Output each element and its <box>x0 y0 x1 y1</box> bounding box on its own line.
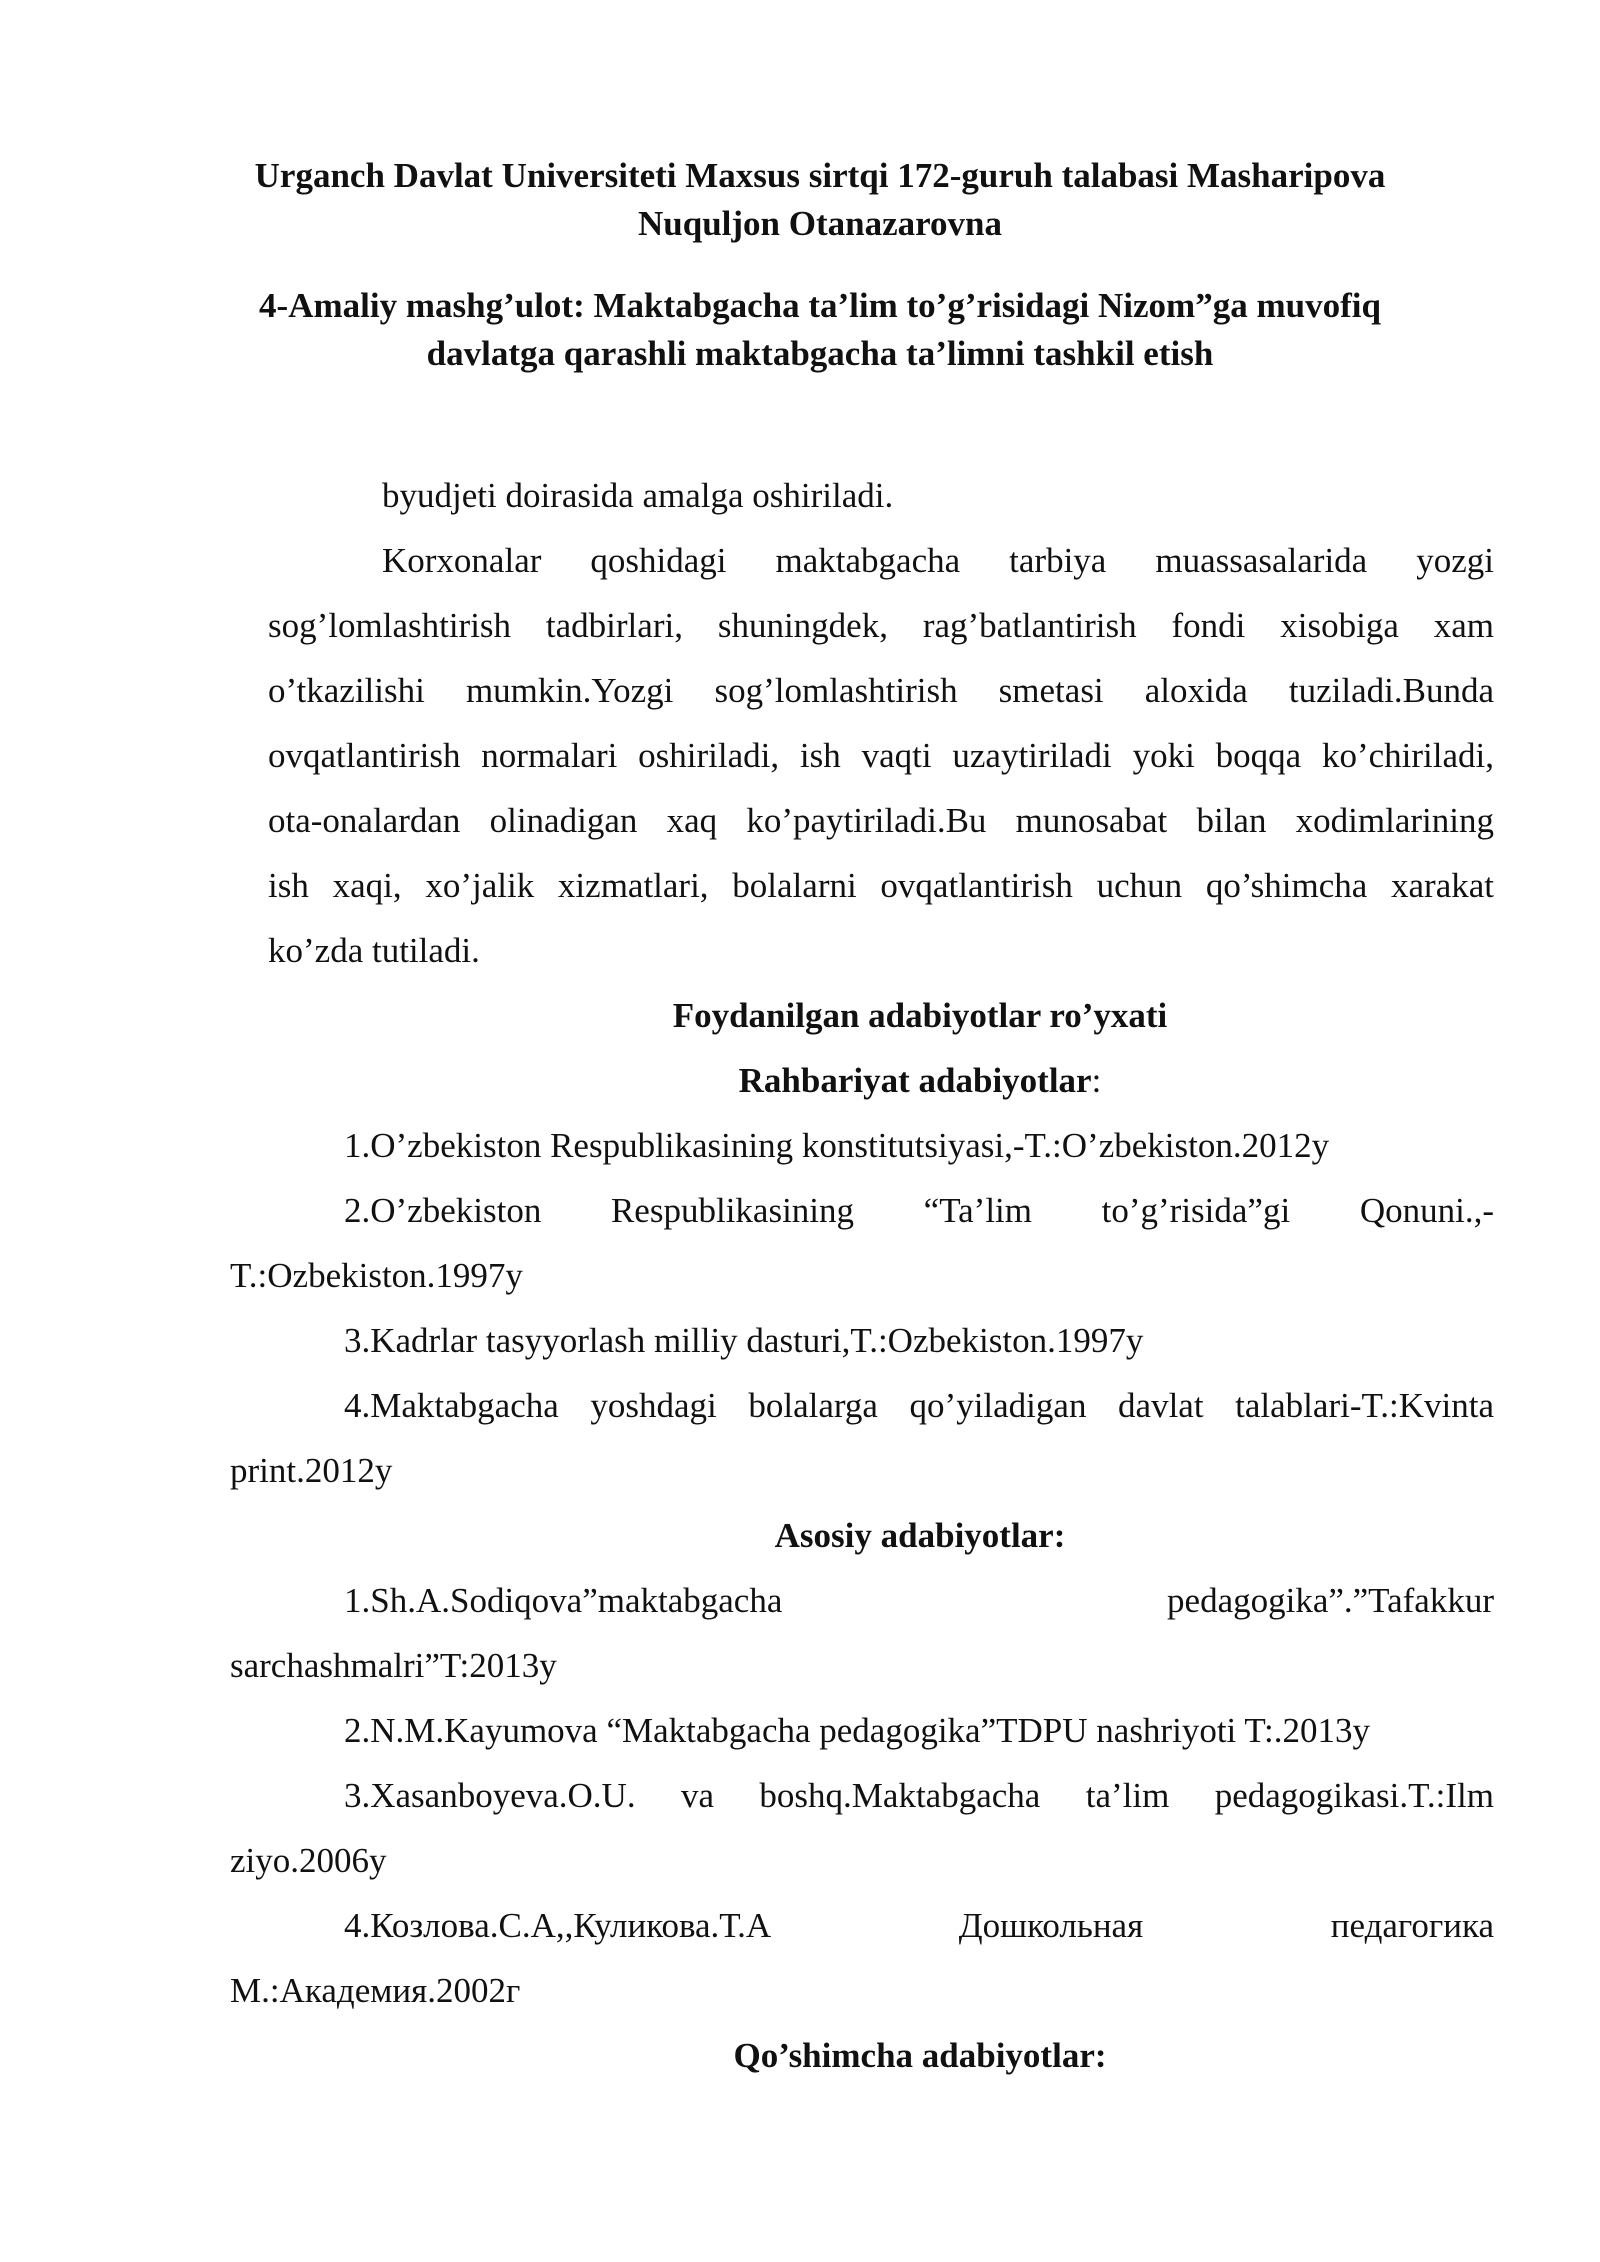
body-line: ota-onalardan olinadigan xaq ko’paytiriladi.Bu munosabat bilan xodimlarining <box>268 801 1494 840</box>
title-line-1: Urganch Davlat Universiteti Maxsus sirtqi 172-guruh talabasi Masharipova <box>254 156 1386 195</box>
reference-item: 3.Xasanboyeva.O.U. va boshq.Maktabgacha ta’lim pedagogikasi.T.:Ilm <box>344 1776 1494 1815</box>
title-line-2: Nuquljon Otanazarovna <box>637 204 1002 243</box>
reference-item: 3.Kadrlar tasyyorlash milliy dasturi,T.:Ozbekiston.1997y <box>344 1321 1144 1360</box>
topic-line-1: 4-Amaliy mashg’ulot: Maktabgacha ta’lim to’g’risidagi Nizom”ga muvofiq <box>259 286 1381 325</box>
rahbariyat-heading <box>230 1061 1600 1101</box>
reference-item-continuation: T.:Ozbekiston.1997y <box>230 1256 523 1295</box>
body-line: o’tkazilishi mumkin.Yozgi sog’lomlashtirish smetasi aloxida tuziladi.Bunda <box>268 671 1494 710</box>
body-line: byudjeti doirasida amalga oshiriladi. <box>382 476 894 515</box>
reference-item: 2.N.M.Kayumova “Maktabgacha pedagogika”TDPU nashriyoti T:.2013y <box>344 1711 1370 1750</box>
body-line: ish xaqi, xo’jalik xizmatlari, bolalarni ovqatlantirish uchun qo’shimcha xarakat <box>268 866 1494 905</box>
body-line: sog’lomlashtirish tadbirlari, shuningdek, rag’batlantirish fondi xisobiga xam <box>268 606 1494 645</box>
reference-item: 1.O’zbekiston Respublikasining konstitutsiyasi,-T.:O’zbekiston.2012y <box>344 1126 1330 1165</box>
reference-item: 4.Maktabgacha yoshdagi bolalarga qo’yiladigan davlat talablari-T.:Kvinta <box>344 1386 1494 1425</box>
reference-item-continuation: print.2012y <box>230 1451 393 1490</box>
body-line: ko’zda tutiladi. <box>268 931 480 970</box>
topic-title <box>230 282 1410 378</box>
reference-item: 4.Козлова.С.А,,Куликова.Т.А Дошкольная педагогика <box>344 1906 1494 1945</box>
reference-item-continuation: М.:Академия.2002г <box>230 1971 521 2010</box>
reference-item: 2.O’zbekiston Respublikasining “Ta’lim to’g’risida”gi Qonuni.,- <box>344 1191 1494 1230</box>
rahbariyat-heading-text: Rahbariyat adabiyotlar <box>738 1061 1092 1100</box>
reference-item-continuation: sarchashmalri”T:2013y <box>230 1646 557 1685</box>
asosiy-heading: Asosiy adabiyotlar: <box>774 1516 1066 1555</box>
references-title: Foydanilgan adabiyotlar ro’yxati <box>672 996 1168 1035</box>
qoshimcha-heading: Qo’shimcha adabiyotlar: <box>733 2036 1107 2075</box>
body-line: ovqatlantirish normalari oshiriladi, ish vaqti uzaytiriladi yoki boqqa ko’chiriladi, <box>268 736 1494 775</box>
topic-line-2: davlatga qarashli maktabgacha ta’limni tashkil etish <box>426 334 1214 373</box>
body-line: Korxonalar qoshidagi maktabgacha tarbiya muassasalarida yozgi <box>382 541 1494 580</box>
reference-item: 1.Sh.A.Sodiqova”maktabgacha pedagogika”.”Tafakkur <box>344 1581 1494 1620</box>
rahbariyat-heading-colon: : <box>1091 1061 1102 1100</box>
document-title <box>230 152 1410 248</box>
reference-item-continuation: ziyo.2006y <box>230 1841 387 1880</box>
